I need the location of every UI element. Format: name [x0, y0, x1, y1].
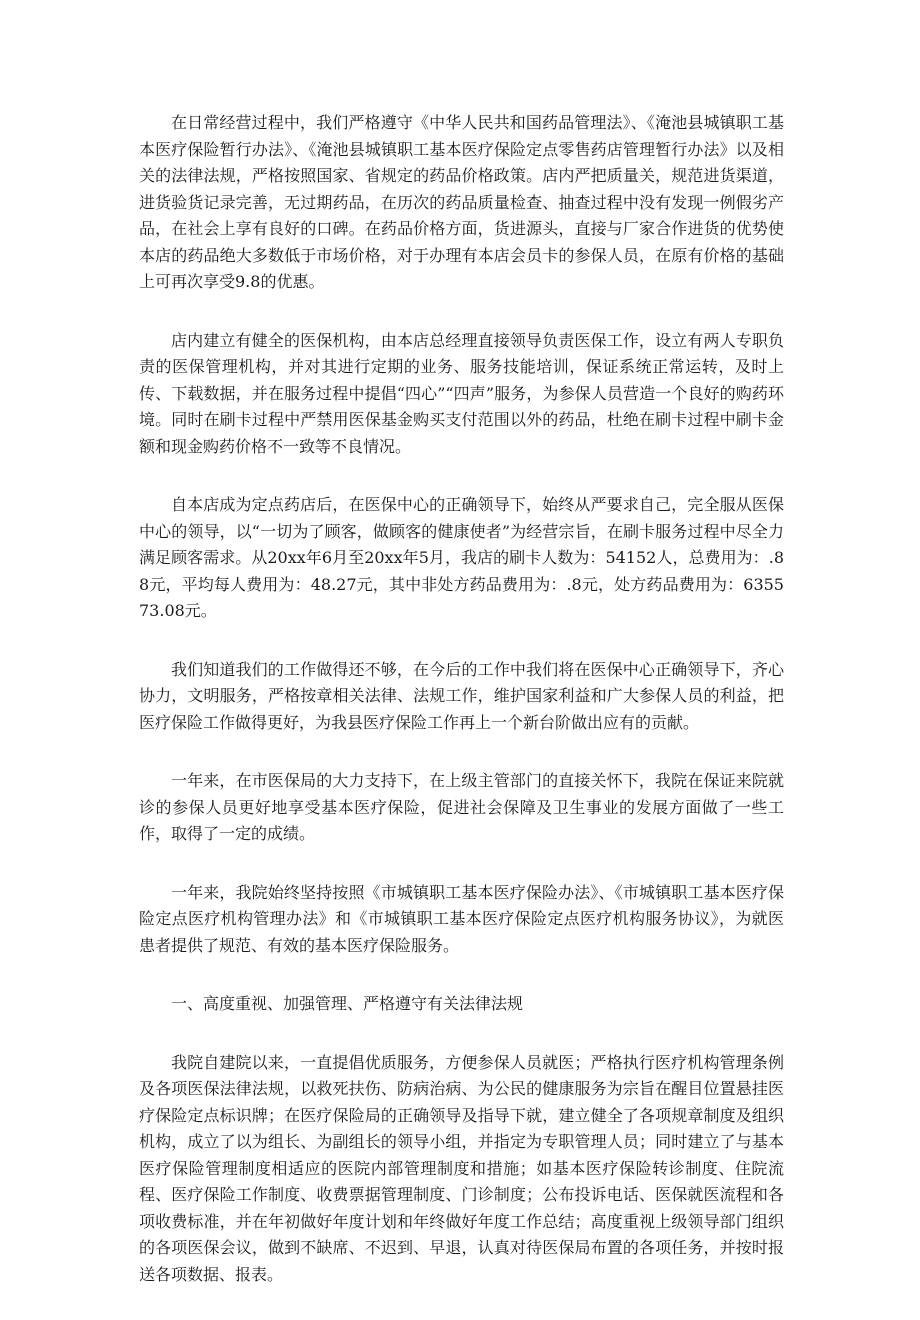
paragraph-medical-insurance-organization: 店内建立有健全的医保机构，由本店总经理直接领导负责医保工作，设立有两人专职负责的医保管理机构，并对其进行定期的业务、服务技能培训，保证系统正常运转，及时上传、下载数据，并在服务过程中提倡“四心”“四声”服务，为参保人员营造一个良好的购药环境。同时在刷卡过程中严禁用医保基金购买支付范围以外的药品，杜绝在刷卡过程中刷卡金额和现金购药价格不一致等不良情况。 [139, 330, 784, 456]
paragraph-future-commitment: 我们知道我们的工作做得还不够，在今后的工作中我们将在医保中心正确领导下，齐心协力，文明服务，严格按章相关法律、法规工作，维护国家利益和广大参保人员的利益，把医疗保险工作做得更好，为我县医疗保险工作再上一个新台阶做出应有的贡献。 [139, 659, 784, 732]
paragraph-hospital-year-review: 一年来，在市医保局的大力支持下，在上级主管部门的直接关怀下，我院在保证来院就诊的参保人员更好地享受基本医疗保险，促进社会保障及卫生事业的发展方面做了一些工作，取得了一定的成绩。 [139, 771, 784, 843]
paragraph-card-statistics: 自本店成为定点药店后，在医保中心的正确领导下，始终从严要求自己，完全服从医保中心的领导，以“一切为了顾客，做顾客的健康使者”为经营宗旨，在刷卡服务过程中尽全力满足顾客需求。从20xx年6月至20xx年5月，我店的刷卡人数为：54152人，总费用为：.88元，平均每人费用为：48.27元，其中非处方药品费用为：.8元，处方药品费用为：635573.08元。 [139, 495, 784, 620]
paragraph-pharmacy-compliance: 在日常经营过程中，我们严格遵守《中华人民共和国药品管理法》、《淹池县城镇职工基本医疗保险暂行办法》、《淹池县城镇职工基本医疗保险定点零售药店管理暂行办法》以及相关的法律法规，严格按照国家、省规定的药品价格政策。店内严把质量关，规范进货渠道，进货验货记录完善，无过期药品，在历次的药品质量检查、抽查过程中没有发现一例假劣产品，在社会上享有良好的口碑。在药品价格方面，货进源头，直接与厂家合作进货的优势使本店的药品绝大多数低于市场价格，对于办理有本店会员卡的参保人员，在原有价格的基础上可再次享受9.8的优惠。 [139, 113, 784, 291]
paragraph-hospital-policy-basis: 一年来，我院始终坚持按照《市城镇职工基本医疗保险办法》、《市城镇职工基本医疗保险定点医疗机构管理办法》和《市城镇职工基本医疗保险定点医疗机构服务协议》，为就医患者提供了规范、有效的基本医疗保险服务。 [139, 882, 784, 955]
paragraph-hospital-management: 我院自建院以来，一直提倡优质服务，方便参保人员就医；严格执行医疗机构管理条例及各项医保法律法规，以救死扶伤、防病治病、为公民的健康服务为宗旨在醒目位置悬挂医疗保险定点标识牌；在医疗保险局的正确领导及指导下就，建立健全了各项规章制度及组织机构，成立了以为组长、为副组长的领导小组，并指定为专职管理人员；同时建立了与基本医疗保险管理制度相适应的医院内部管理制度和措施；如基本医疗保险转诊制度、住院流程、医疗保险工作制度、收费票据管理制度、门诊制度；公布投诉电话、医保就医流程和各项收费标准，并在年初做好年度计划和年终做好年度工作总结；高度重视上级领导部门组织的各项医保会议，做到不缺席、不迟到、早退，认真对待医保局布置的各项任务，并按时报送各项数据、报表。 [139, 1052, 784, 1284]
document-body [139, 110, 784, 1320]
section-heading: 一、高度重视、加强管理、严格遵守有关法律法规 [171, 994, 524, 1013]
